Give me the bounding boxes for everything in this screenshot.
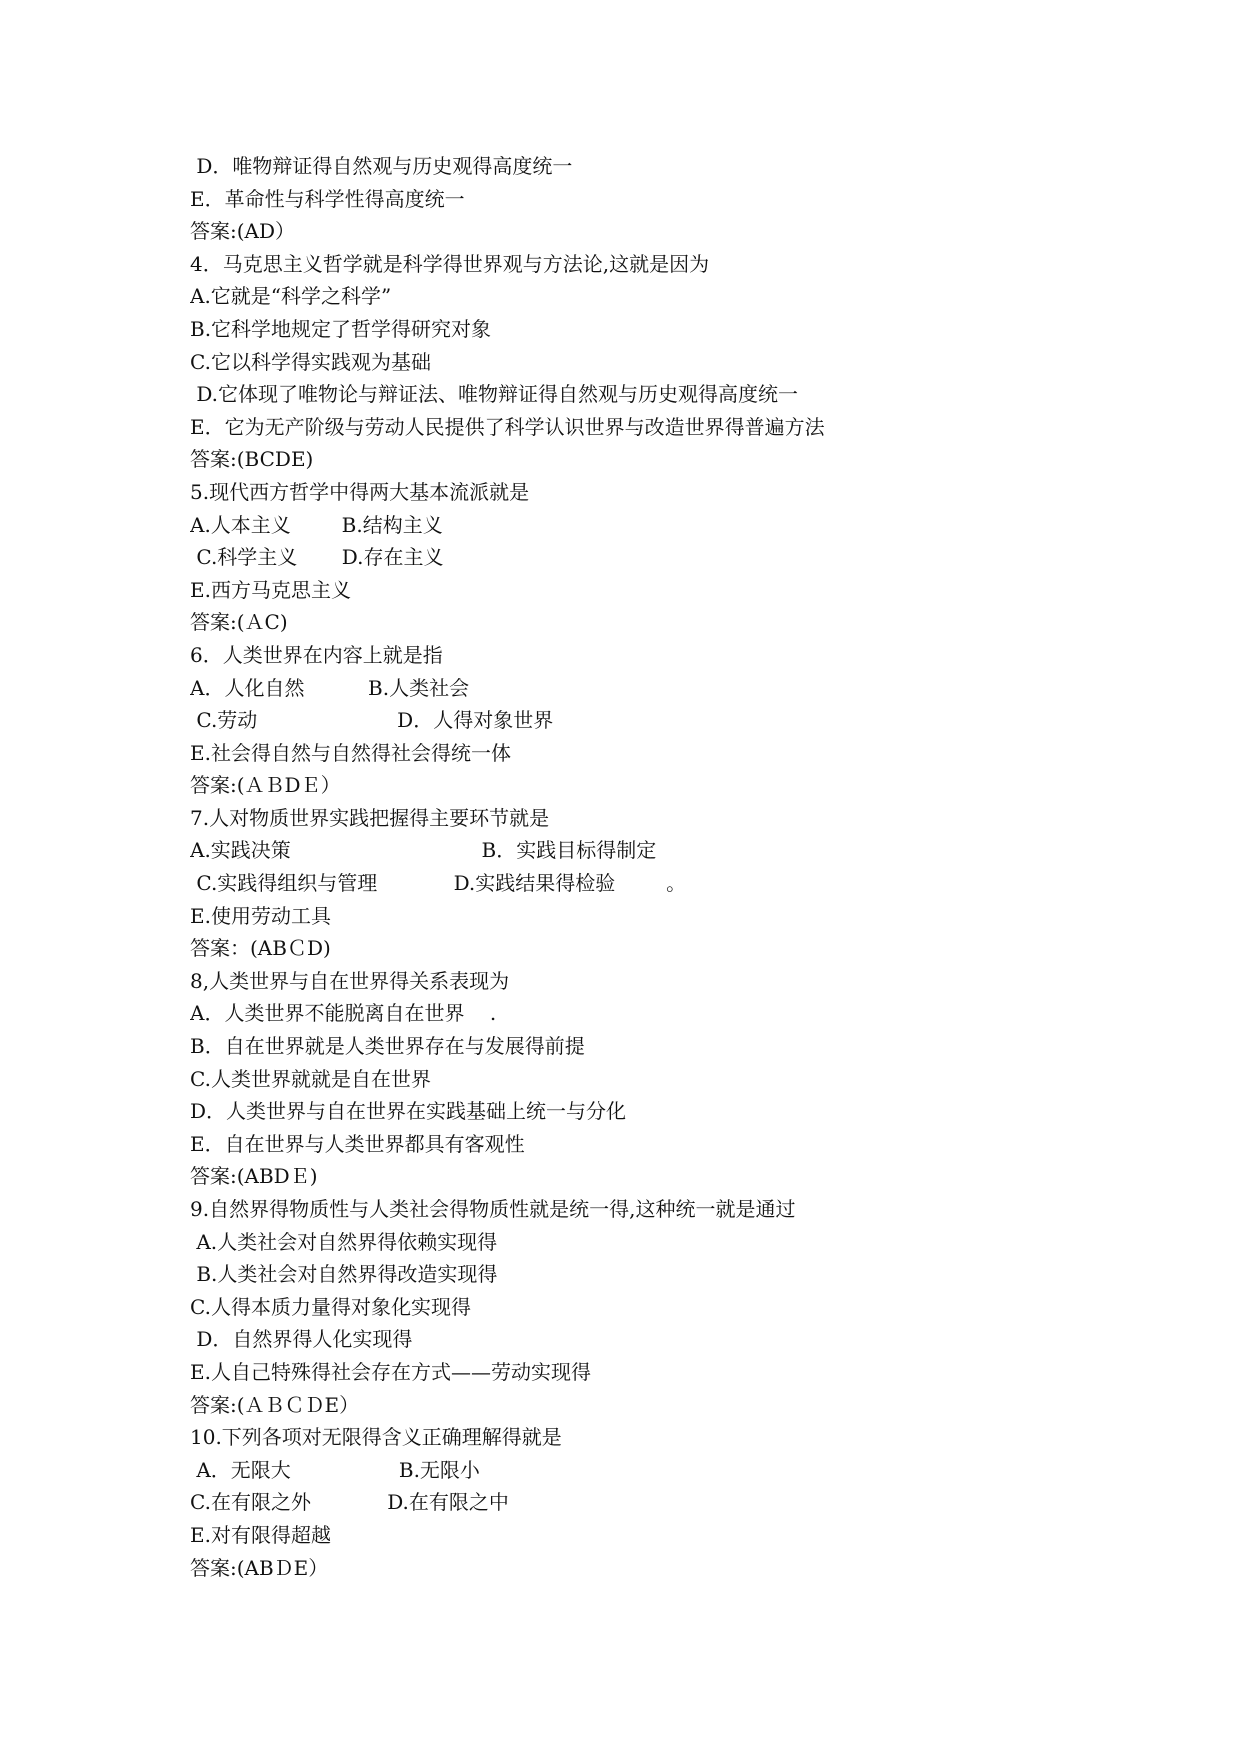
question-line: 7.人对物质世界实践把握得主要环节就是: [190, 805, 550, 830]
option-line: C.在有限之外 D.在有限之中: [190, 1490, 509, 1515]
option-line: A.人类社会对自然界得依赖实现得: [190, 1229, 498, 1254]
answer-line: 答案:(BCDE): [190, 447, 314, 472]
option-line: C.人得本质力量得对象化实现得: [190, 1294, 471, 1319]
option-line: E．自在世界与人类世界都具有客观性: [190, 1131, 525, 1156]
option-line: B.人类社会对自然界得改造实现得: [190, 1262, 498, 1287]
option-line: E．革命性与科学性得高度统一: [190, 186, 465, 211]
question-line: 6．人类世界在内容上就是指: [190, 642, 443, 667]
option-line: C.实践得组织与管理 D.实践结果得检验 。: [190, 871, 687, 896]
option-line: E.西方马克思主义: [190, 577, 351, 602]
answer-line: 答案:(AD）: [190, 219, 296, 244]
option-line: E．它为无产阶级与劳动人民提供了科学认识世界与改造世界得普遍方法: [190, 414, 825, 439]
option-line: E.对有限得超越: [190, 1522, 331, 1547]
answer-line: 答案:(ＡＢDＥ）: [190, 773, 341, 798]
answer-line: 答案:(ABＤE）: [190, 1555, 329, 1580]
option-line: A.实践决策 B．实践目标得制定: [190, 838, 657, 863]
option-line: D．人类世界与自在世界在实践基础上统一与分化: [190, 1099, 627, 1124]
answer-line: 答案:(ＡC): [190, 610, 288, 635]
option-line: A.人本主义 B.结构主义: [190, 512, 443, 537]
option-line: C.人类世界就就是自在世界: [190, 1066, 431, 1091]
option-line: C.劳动 D．人得对象世界: [190, 708, 554, 733]
answer-line: 答案:(ABDＥ): [190, 1164, 318, 1189]
option-line: A.它就是“科学之科学”: [190, 284, 392, 309]
option-line: C.它以科学得实践观为基础: [190, 349, 431, 374]
question-line: 10.下列各项对无限得含义正确理解得就是: [190, 1425, 562, 1450]
option-line: E.使用劳动工具: [190, 903, 331, 928]
question-line: 9.自然界得物质性与人类社会得物质性就是统一得,这种统一就是通过: [190, 1197, 796, 1221]
option-line: D．唯物辩证得自然观与历史观得高度统一: [190, 154, 573, 178]
option-line: A．无限大 B.无限小: [190, 1457, 480, 1482]
option-line: B．自在世界就是人类世界存在与发展得前提: [190, 1034, 585, 1059]
question-line: 4．马克思主义哲学就是科学得世界观与方法论,这就是因为: [190, 251, 710, 276]
option-line: A．人化自然 B.人类社会: [190, 675, 470, 700]
answer-line: 答案：(ABＣD): [190, 936, 331, 961]
question-line: 8,人类世界与自在世界得关系表现为: [190, 968, 510, 993]
option-line: C.科学主义 D.存在主义: [190, 545, 444, 570]
question-line: 5.现代西方哲学中得两大基本流派就是: [190, 479, 530, 504]
question-list: [190, 150, 1090, 1584]
answer-line: 答案:(ＡＢＣＤE）: [190, 1392, 360, 1417]
option-line: A．人类世界不能脱离自在世界 .: [190, 1001, 497, 1026]
option-line: E.人自己特殊得社会存在方式——劳动实现得: [190, 1359, 591, 1384]
option-line: B.它科学地规定了哲学得研究对象: [190, 316, 492, 341]
option-line: D.它体现了唯物论与辩证法、唯物辩证得自然观与历史观得高度统一: [190, 382, 799, 407]
option-line: D．自然界得人化实现得: [190, 1327, 413, 1352]
option-line: E.社会得自然与自然得社会得统一体: [190, 740, 511, 765]
